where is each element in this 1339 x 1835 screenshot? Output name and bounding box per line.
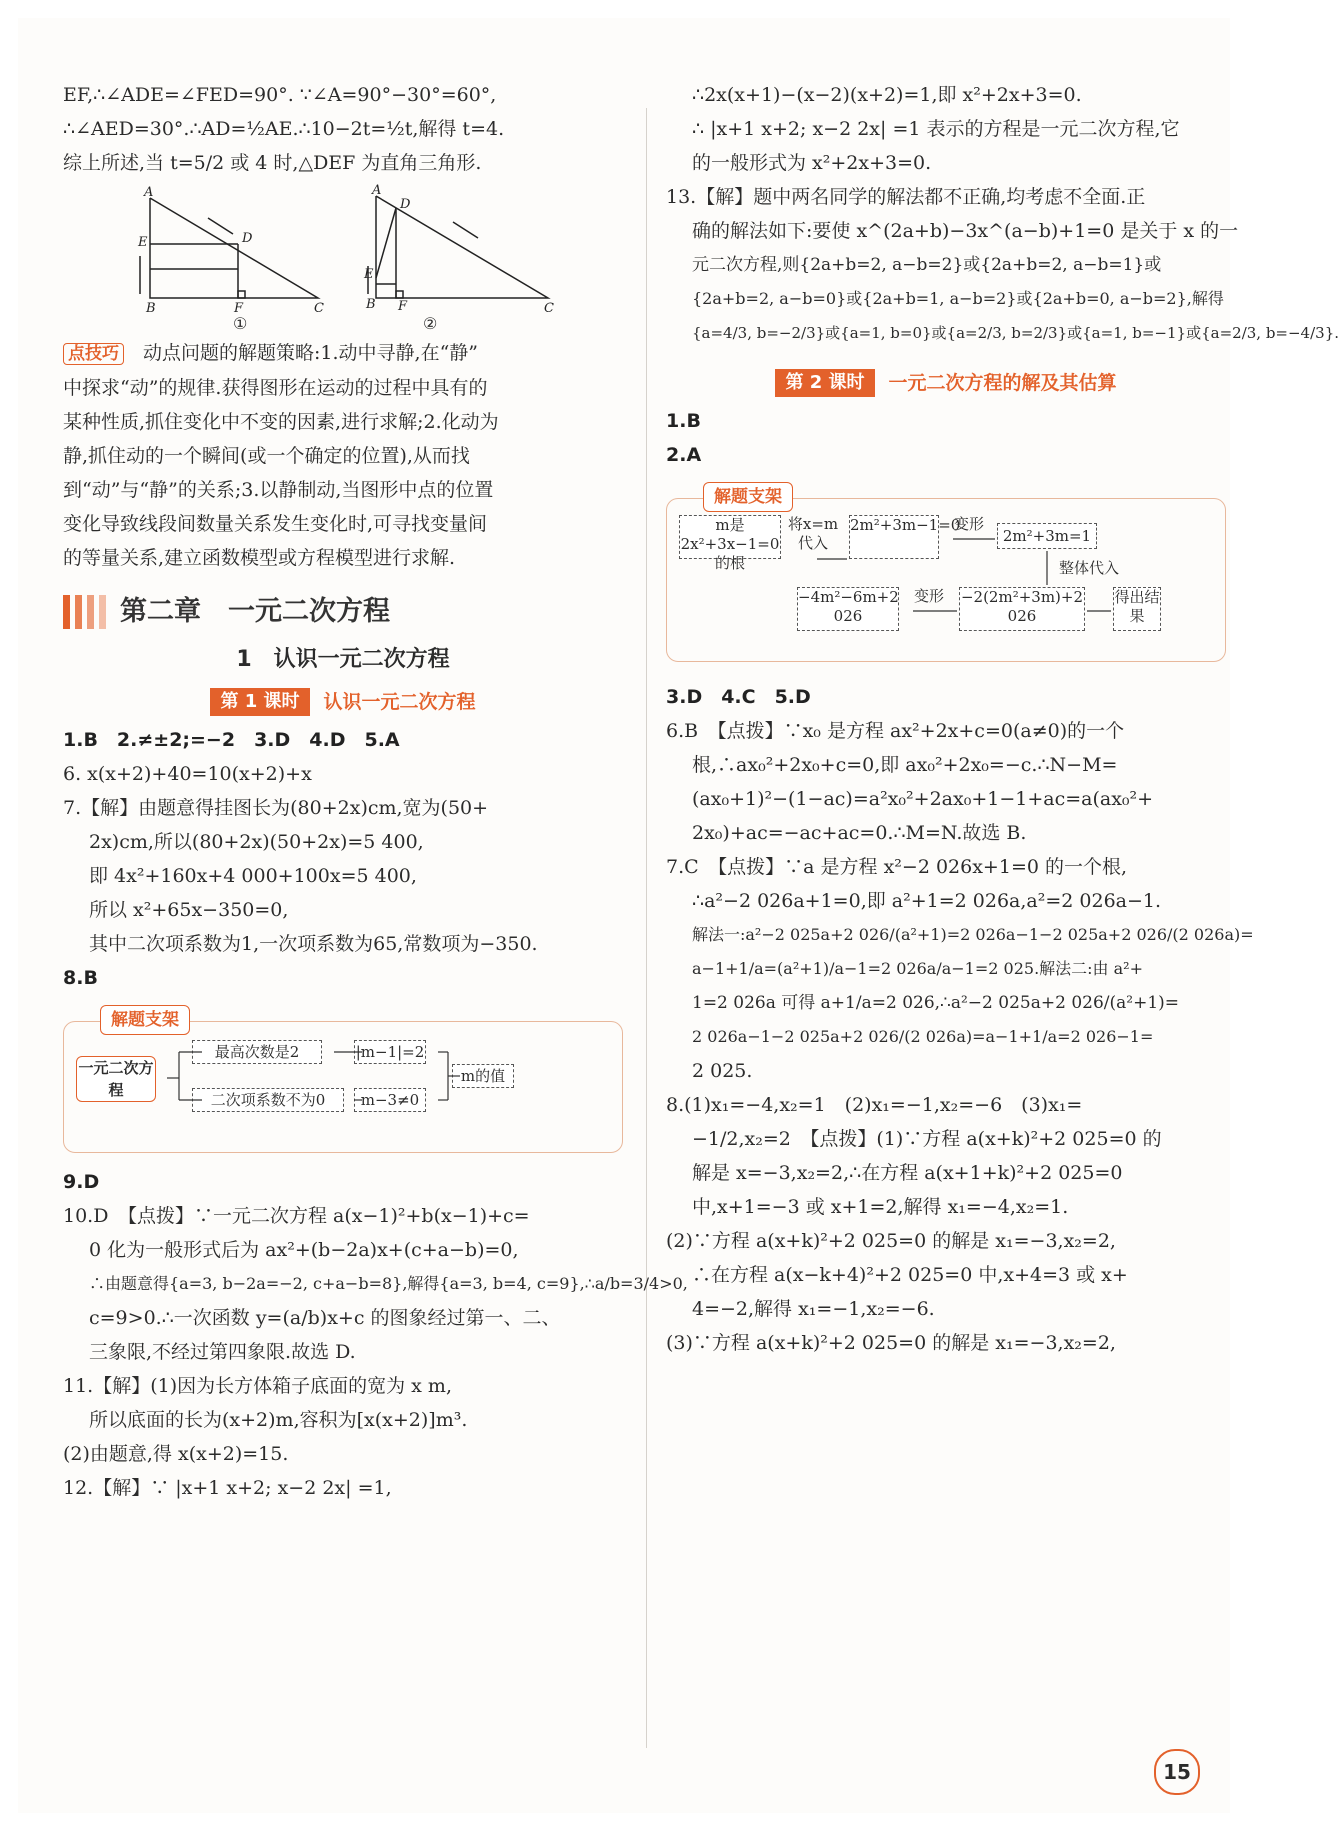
answer-line: 解是 x=−3,x₂=2,∴在方程 a(x+1+k)²+2 025=0 [692,1162,1123,1184]
triangle-figure-1 [118,186,358,321]
answer-line: ∴在方程 a(x−k+4)²+2 025=0 中,x+4=3 或 x+ [692,1264,1128,1286]
flow-arrows [64,1022,604,1132]
flow-box: −2(2m²+3m)+2 026 [959,587,1085,631]
flow-label: 将x=m代入 [787,515,839,552]
geometry-figures [63,183,623,336]
answer-line: 2 026a−1−2 025a+2 026/(2 026a)=a−1+1/a=2 026−1= [692,1027,1154,1046]
answer-line: 7.C 【点拨】∵a 是方程 x²−2 026x+1=0 的一个根, [666,856,1128,878]
flow-box: m的值 [452,1064,514,1088]
answer-line: 即 4x²+160x+4 000+100x=5 400, [89,865,417,887]
lesson-heading [63,685,623,719]
flow-box: 2m²+3m=1 [997,523,1097,549]
tips-line: 静,抓住动的一个瞬间(或一个确定的位置),从而找 [63,445,470,467]
solution-frame-2 [666,487,1226,662]
answer-line: 确的解法如下:要使 x^(2a+b)−3x^(a−b)+1=0 是关于 x 的一 [692,220,1239,242]
answer-line: 所以 x²+65x−350=0, [89,899,289,921]
answer-line: 6.B 【点拨】∵x₀ 是方程 ax²+2x+c=0(a≠0)的一个 [666,720,1125,742]
flow-start: 一元二次方程 [76,1056,156,1102]
frame-title: 解题支架 [703,482,793,512]
tips-line: 中探求“动”的规律.获得图形在运动的过程中具有的 [63,377,488,399]
answer-line: ∴由题意得{a=3, b−2a=−2, c+a−b=8},解得{a=3, b=4, c=9},∴a/b=3/4>0, [89,1274,688,1293]
flow-box: m是2x²+3x−1=0的根 [680,516,780,572]
flow-box: 得出结果 [1113,587,1161,631]
answer-line: (2)由题意,得 x(x+2)=15. [63,1443,289,1465]
answer-line: 1=2 026a 可得 a+1/a=2 026,∴a²−2 025a+2 026/(a²+1)= [692,993,1180,1013]
answer-line: 0 化为一般形式后为 ax²+(b−2a)x+(c+a−b)=0, [89,1239,519,1261]
svg-text:B: B [366,297,376,312]
figure-label-1: ① [233,314,248,333]
answer-line: 2x₀)+ac=−ac+ac=0.∴M=N.故选 B. [692,822,1027,844]
solution-frame-1 [63,1010,623,1153]
svg-text:E: E [138,235,148,250]
text-line: 综上所述,当 t=5/2 或 4 时,△DEF 为直角三角形. [63,152,482,174]
text-line: ∴2x(x+1)−(x−2)(x+2)=1,即 x²+2x+3=0. [692,84,1082,106]
svg-text:C: C [544,301,554,316]
svg-text:A: A [144,185,154,200]
answer-line: 8.B [63,967,98,989]
page [18,18,1339,1813]
flow-arrows [667,499,1207,649]
answer-line: 7.【解】由题意得挂图长为(80+2x)cm,宽为(50+ [63,797,489,819]
triangle-figure-2 [348,183,578,321]
lesson-badge: 第 1 课时 [210,688,309,716]
figure-label-2: ② [423,314,438,333]
answer-line: 8.(1)x₁=−4,x₂=1 (2)x₁=−1,x₂=−6 (3)x₁= [666,1094,1083,1116]
lesson-badge: 第 2 课时 [775,369,874,397]
right-column [666,78,1339,1360]
answer-line: 中,x+1=−3 或 x+1=2,解得 x₁=−4,x₂=1. [692,1196,1069,1218]
answer-line: a−1+1/a=(a²+1)/a−1=2 026a/a−1=2 025.解法二:由 a²+ [692,959,1143,978]
answer-line: 10.D 【点拨】∵一元二次方程 a(x−1)²+b(x−1)+c= [63,1205,530,1227]
flow-box: −4m²−6m+2 026 [797,587,899,631]
answer-line: 9.D [63,1171,100,1193]
svg-text:F: F [234,301,244,316]
answer-line: 其中二次项系数为1,一次项系数为65,常数项为−350. [89,933,538,955]
answer-line: 13.【解】题中两名同学的解法都不正确,均考虑不全面.正 [666,186,1146,208]
text-line: 的一般形式为 x²+2x+3=0. [692,152,932,174]
flow-label: 整体代入 [1058,559,1119,577]
answer-line: {2a+b=2, a−b=0}或{2a+b=1, a−b=2}或{2a+b=0, a−b=2},解得 [692,289,1224,308]
answer-line: (2)∵方程 a(x+k)²+2 025=0 的解是 x₁=−3,x₂=2, [666,1230,1116,1252]
lesson-heading [666,366,1226,400]
svg-text:B: B [146,301,156,316]
text-line: ∴∠AED=30°.∴AD=½AE.∴10−2t=½t,解得 t=4. [63,118,505,140]
text-line: EF,∴∠ADE=∠FED=90°. ∵∠A=90°−30°=60°, [63,84,497,106]
svg-text:D: D [242,231,253,246]
lesson-name: 一元二次方程的解及其估算 [888,372,1117,394]
svg-text:A: A [372,183,382,198]
tips-line: 到“动”与“静”的关系;3.以静制动,当图形中点的位置 [63,479,494,501]
answer-line: 11.【解】(1)因为长方体箱子底面的宽为 x m, [63,1375,452,1397]
answer-line: 2 025. [692,1060,753,1082]
svg-text:E: E [364,267,374,282]
answer-line: 4=−2,解得 x₁=−1,x₂=−6. [692,1298,935,1320]
tips-line: 点技巧 动点问题的解题策略:1.动中寻静,在“静” [63,336,623,371]
text-line: ∴ |x+1 x+2; x−2 2x| =1 表示的方程是一元二次方程,它 [692,118,1180,140]
lesson-name: 认识一元二次方程 [323,691,476,713]
answer-line: 元二次方程,则{2a+b=2, a−b=2}或{2a+b=2, a−b=1}或 [692,255,1162,275]
answer-line: 1.B [666,410,701,432]
chapter-title: 第二章 一元二次方程 [120,596,390,627]
answer-line: 所以底面的长为(x+2)m,容积为[x(x+2)]m³. [89,1409,468,1431]
tips-badge: 点技巧 [63,343,124,365]
page-number: 15 [1154,1749,1200,1795]
tips-line: 某种性质,抓住变化中不变的因素,进行求解;2.化动为 [63,411,499,433]
answer-line: 12.【解】∵ |x+1 x+2; x−2 2x| =1, [63,1477,392,1499]
section-title: 1 认识一元二次方程 [236,647,450,672]
answer-line: 6. x(x+2)+40=10(x+2)+x [63,763,312,785]
answer-line: {a=4/3, b=−2/3}或{a=1, b=0}或{a=2/3, b=2/3}或{a=1, b=−1}或{a=2/3, b=−4/3}. [692,324,1339,342]
svg-text:D: D [400,197,411,212]
answer-line: 1.B 2.≠±2;=−2 3.D 4.D 5.A [63,729,400,751]
flow-box: 2m²+3m−1=0 [849,515,939,559]
answer-line: (3)∵方程 a(x+k)²+2 025=0 的解是 x₁=−3,x₂=2, [666,1332,1116,1354]
flow-box: 二次项系数不为0 [192,1088,344,1112]
answer-line: 2.A [666,444,702,466]
answer-line: (ax₀+1)²−(1−ac)=a²x₀²+2ax₀+1−1+ac=a(ax₀²+ [692,788,1154,810]
flow-label: 变形 [953,515,984,533]
svg-text:F: F [398,299,408,314]
answer-line: 三象限,不经过第四象限.故选 D. [89,1341,356,1363]
svg-text:C: C [314,301,324,316]
flow-box: |m−1|=2 [354,1040,426,1064]
answer-line: −1/2,x₂=2 【点拨】(1)∵方程 a(x+k)²+2 025=0 的 [692,1128,1162,1150]
flow-box: 最高次数是2 [192,1040,322,1064]
tips-line: 变化导致线段间数量关系发生变化时,可寻找变量间 [63,513,488,535]
frame-title: 解题支架 [100,1005,190,1035]
answer-line: ∴a²−2 026a+1=0,即 a²+1=2 026a,a²=2 026a−1. [692,890,1162,912]
flow-box: m−3≠0 [354,1088,426,1112]
answer-line: 解法一:a²−2 025a+2 026/(a²+1)=2 026a−1−2 025a+2 026/(2 026a)= [692,925,1254,944]
answer-line: 2x)cm,所以(80+2x)(50+2x)=5 400, [89,831,424,853]
flow-label: 变形 [913,587,944,605]
answer-line: 3.D 4.C 5.D [666,686,811,708]
tips-line: 的等量关系,建立函数模型或方程模型进行求解. [63,547,456,569]
column-divider [646,108,647,1748]
answer-line: 根,∴ax₀²+2x₀+c=0,即 ax₀²+2x₀=−c.∴N−M= [692,754,1118,776]
chapter-heading [63,589,623,635]
chapter-bars-icon [63,595,106,629]
left-column [63,78,688,1505]
answer-line: c=9>0.∴一次函数 y=(a/b)x+c 的图象经过第一、二、 [89,1307,561,1329]
